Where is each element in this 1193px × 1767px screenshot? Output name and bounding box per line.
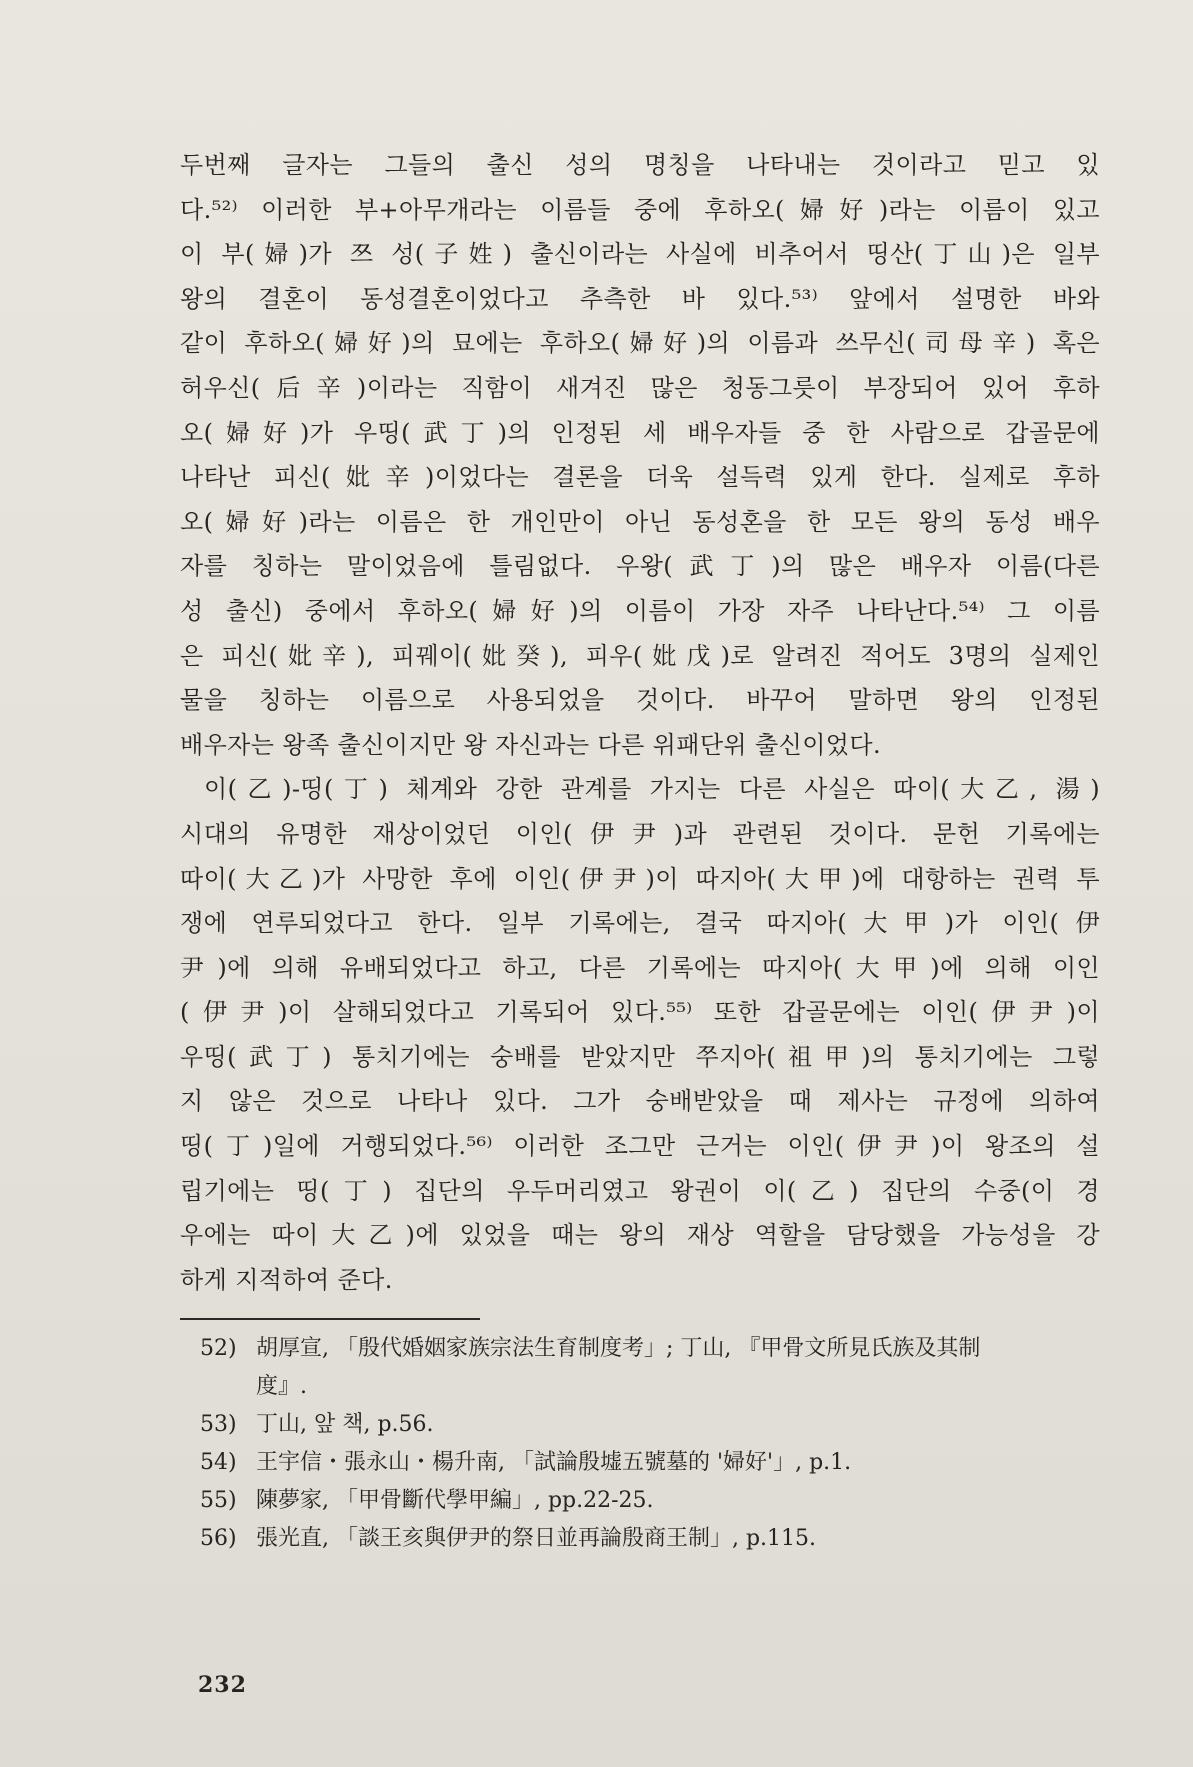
footnote-54 bbox=[200, 1444, 1100, 1482]
text-line: (伊尹)이 살해되었다고 기록되어 있다.⁵⁵⁾ 또한 갑골문에는 이인(伊尹)이 bbox=[180, 998, 1100, 1027]
footnote-number: 52) bbox=[200, 1336, 237, 1361]
text-line: 우띵(武丁) 통치기에는 숭배를 받았지만 쭈지아(祖甲)의 통치기에는 그렇 bbox=[180, 1042, 1100, 1071]
text-line: 지 않은 것으로 나타나 있다. 그가 숭배받았을 때 제사는 규정에 의하여 bbox=[180, 1087, 1100, 1116]
footnote-56 bbox=[200, 1520, 1100, 1558]
text-line: 나타난 피신(妣辛)이었다는 결론을 더욱 설득력 있게 한다. 실제로 후하 bbox=[180, 463, 1100, 492]
footnote-text bbox=[256, 1330, 1100, 1406]
text-line: 우에는 따이大乙)에 있었을 때는 왕의 재상 역할을 담당했을 가능성을 강 bbox=[180, 1221, 1100, 1250]
text-line: 오(婦好)가 우띵(武丁)의 인정된 세 배우자들 중 한 사람으로 갑골문에 bbox=[180, 418, 1100, 447]
text-line: 허우신(后辛)이라는 직함이 새겨진 많은 청동그릇이 부장되어 있어 후하 bbox=[180, 373, 1100, 402]
text-line: 성 출신) 중에서 후하오(婦好)의 이름이 가장 자주 나타난다.⁵⁴⁾ 그 이름 bbox=[180, 596, 1100, 625]
footnote-52 bbox=[200, 1330, 1100, 1406]
text-line: 오(婦好)라는 이름은 한 개인만이 아닌 동성혼을 한 모든 왕의 동성 배우 bbox=[180, 507, 1100, 536]
text-line: 이 부(婦)가 쯔 성(子姓) 출신이라는 사실에 비추어서 띵산(丁山)은 일부 bbox=[180, 240, 1100, 269]
footnote-line: 陳夢家, 「甲骨斷代學甲編」, pp.22-25. bbox=[256, 1488, 654, 1513]
text-line: 띵(丁)일에 거행되었다.⁵⁶⁾ 이러한 조그만 근거는 이인(伊尹)이 왕조의 설 bbox=[180, 1132, 1100, 1161]
footnote-line: 胡厚宣, 「殷代婚姻家族宗法生育制度考」; 丁山, 『甲骨文所見氏族及其制 bbox=[256, 1336, 981, 1361]
text-line: 두번째 글자는 그들의 출신 성의 명칭을 나타내는 것이라고 믿고 있 bbox=[180, 151, 1100, 179]
footnote-number: 56) bbox=[200, 1526, 237, 1551]
footnote-line: 度』. bbox=[256, 1374, 307, 1399]
text-line: 쟁에 연루되었다고 한다. 일부 기록에는, 결국 따지아(大甲)가 이인(伊 bbox=[180, 909, 1100, 938]
footnote-number: 54) bbox=[200, 1450, 237, 1475]
footnote-line: 張光直, 「談王亥與伊尹的祭日並再論殷商王制」, p.115. bbox=[256, 1526, 817, 1551]
text-line: 립기에는 띵(丁) 집단의 우두머리였고 왕권이 이(乙) 집단의 수중(이 경 bbox=[180, 1176, 1100, 1205]
footnote-number: 55) bbox=[200, 1488, 237, 1513]
footnote-divider bbox=[180, 1318, 480, 1320]
footnote-line: 丁山, 앞 책, p.56. bbox=[256, 1412, 434, 1437]
footnote-number: 53) bbox=[200, 1412, 237, 1437]
footnote-55 bbox=[200, 1482, 1100, 1520]
text-line: 다.⁵²⁾ 이러한 부+아무개라는 이름들 중에 후하오(婦好)라는 이름이 있고 bbox=[180, 195, 1100, 224]
footnotes bbox=[200, 1330, 1100, 1558]
page-number: 232 bbox=[198, 1672, 247, 1698]
text-line: 자를 칭하는 말이었음에 틀림없다. 우왕(武丁)의 많은 배우자 이름(다른 bbox=[180, 552, 1100, 581]
text-line: 尹)에 의해 유배되었다고 하고, 다른 기록에는 따지아(大甲)에 의해 이인 bbox=[180, 953, 1100, 982]
body-text bbox=[180, 143, 1100, 1302]
text-line: 이(乙)-띵(丁) 체계와 강한 관계를 가지는 다른 사실은 따이(大乙, 湯) bbox=[204, 775, 1100, 804]
footnote-line: 王宇信・張永山・楊升南, 「試論殷墟五號墓的 '婦好'」, p.1. bbox=[256, 1450, 852, 1475]
text-line: 하게 지적하여 준다. bbox=[180, 1265, 393, 1294]
paragraph-1 bbox=[180, 143, 1100, 767]
text-line: 물을 칭하는 이름으로 사용되었을 것이다. 바꾸어 말하면 왕의 인정된 bbox=[180, 686, 1100, 715]
text-line: 시대의 유명한 재상이었던 이인(伊尹)과 관련된 것이다. 문헌 기록에는 bbox=[180, 819, 1100, 848]
text-line: 따이(大乙)가 사망한 후에 이인(伊尹)이 따지아(大甲)에 대항하는 권력 투 bbox=[180, 864, 1100, 893]
text-line: 같이 후하오(婦好)의 묘에는 후하오(婦好)의 이름과 쓰무신(司母辛) 혹은 bbox=[180, 329, 1100, 358]
text-line: 왕의 결혼이 동성결혼이었다고 추측한 바 있다.⁵³⁾ 앞에서 설명한 바와 bbox=[180, 284, 1100, 313]
text-line: 배우자는 왕족 출신이지만 왕 자신과는 다른 위패단위 출신이었다. bbox=[180, 730, 881, 759]
text-line: 은 피신(妣辛), 피꿰이(妣癸), 피우(妣戊)로 알려진 적어도 3명의 실제인 bbox=[180, 641, 1100, 670]
paragraph-2 bbox=[180, 767, 1100, 1302]
footnote-53 bbox=[200, 1406, 1100, 1444]
